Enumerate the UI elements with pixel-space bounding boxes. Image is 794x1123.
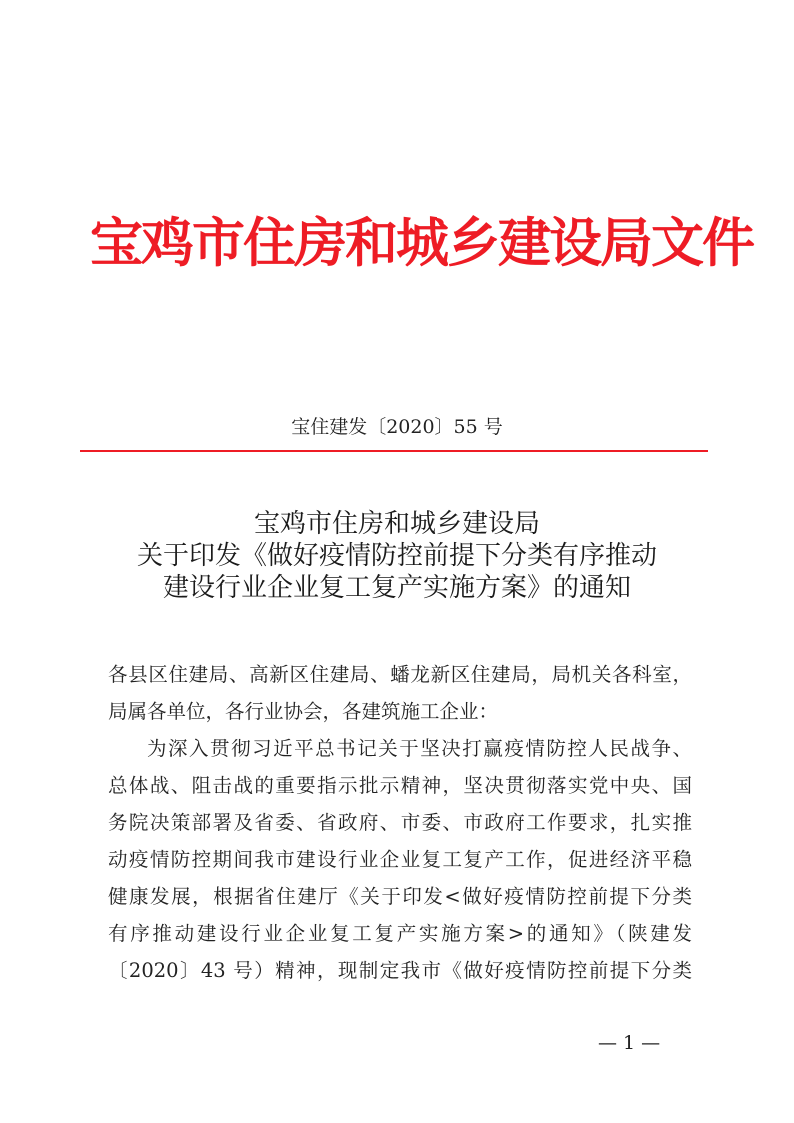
title-line-3: 建设行业企业复工复产实施方案》的通知 — [162, 573, 631, 603]
paragraph-line: 〔2020〕43 号）精神，现制定我市《做好疫情防控前提下分类 — [108, 959, 692, 982]
issuer-heading: 宝鸡市住房和城乡建设局文件 — [90, 213, 753, 274]
paragraph-line: 动疫情防控期间我市建设行业企业复工复产工作，促进经济平稳 — [108, 848, 692, 871]
paragraph-line: 为深入贯彻习近平总书记关于坚决打赢疫情防控人民战争、 — [147, 737, 692, 760]
recipients-line-1: 各县区住建局、高新区住建局、蟠龙新区住建局，局机关各科室， — [108, 663, 692, 686]
title-line-2: 关于印发《做好疫情防控前提下分类有序推动 — [136, 541, 657, 571]
document-title — [60, 508, 734, 604]
red-divider-line — [80, 450, 708, 452]
title-line-1: 宝鸡市住房和城乡建设局 — [253, 509, 540, 539]
page-number: — 1 — — [598, 1032, 661, 1054]
document-body — [108, 656, 692, 989]
recipients-line-2: 局属各单位，各行业协会，各建筑施工企业： — [108, 700, 499, 723]
paragraph-line: 健康发展，根据省住建厅《关于印发<做好疫情防控前提下分类 — [108, 885, 692, 908]
paragraph-line: 务院决策部署及省委、省政府、市委、市政府工作要求，扎实推 — [108, 811, 692, 834]
paragraph-line: 有序推动建设行业企业复工复产实施方案>的通知》（陕建发 — [108, 922, 692, 945]
document-number: 宝住建发〔2020〕55 号 — [291, 416, 503, 438]
paragraph-line: 总体战、阻击战的重要指示批示精神，坚决贯彻落实党中央、国 — [108, 774, 692, 797]
